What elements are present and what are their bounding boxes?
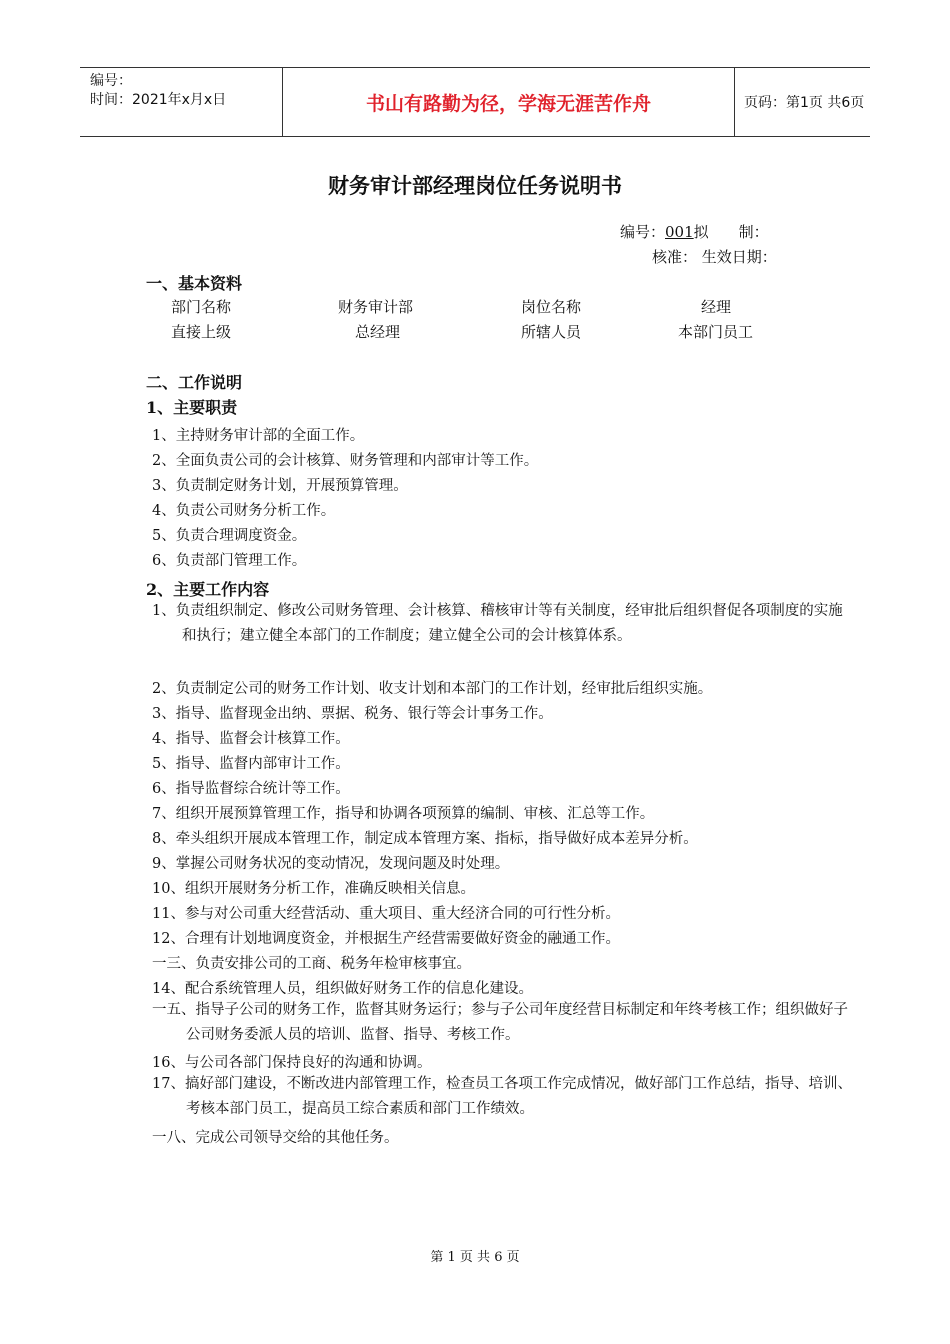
content-item: 一三、负责安排公司的工商、税务年检审核事宜。 <box>152 956 471 972</box>
content-item: 4、指导、监督会计核算工作。 <box>152 731 350 747</box>
duty-item: 5、负责合理调度资金。 <box>152 528 307 544</box>
info-cell: 经理 <box>701 298 732 316</box>
section2-heading: 二、工作说明 <box>146 373 243 392</box>
section1-heading: 一、基本资料 <box>146 274 243 293</box>
info-cell: 财务审计部 <box>338 298 414 316</box>
header-time: 时间：2021年x月x日 <box>90 92 227 108</box>
duty-item: 1、主持财务审计部的全面工作。 <box>152 428 365 444</box>
content-item: 7、组织开展预算管理工作，指导和协调各项预算的编制、审核、汇总等工作。 <box>152 806 655 822</box>
meta-number-label: 编号： <box>620 223 666 241</box>
info-cell: 岗位名称 <box>521 298 582 316</box>
content-item: 3、指导、监督现金出纳、票据、税务、银行等会计事务工作。 <box>152 706 553 722</box>
content-heading: 2、主要工作内容 <box>146 580 270 599</box>
content-item: 1、负责组织制定、修改公司财务管理、会计核算、稽核审计等有关制度，经审批后组织督促各项制度的实施和执行；建立健全本部门的工作制度；建立健全公司的会计核算体系。 <box>152 603 843 644</box>
info-cell: 所辖人员 <box>521 323 582 341</box>
meta-number-value: 001 <box>665 223 694 241</box>
header-page-info: 页码：第1页 共6页 <box>744 95 865 111</box>
duty-item: 4、负责公司财务分析工作。 <box>152 503 336 519</box>
info-cell: 总经理 <box>355 323 401 341</box>
duty-item: 6、负责部门管理工作。 <box>152 553 307 569</box>
content-item: 17、搞好部门建设，不断改进内部管理工作，检查员工各项工作完成情况，做好部门工作总结，指导、培训、考核本部门员工，提高员工综合素质和部门工作绩效。 <box>152 1076 852 1117</box>
page-footer: 第 1 页 共 6 页 <box>430 1250 520 1265</box>
content-item: 2、负责制定公司的财务工作计划、收支计划和本部门的工作计划，经审批后组织实施。 <box>152 681 713 697</box>
content-item: 5、指导、监督内部审计工作。 <box>152 756 350 772</box>
duties-heading: 1、主要职责 <box>146 398 238 417</box>
duty-item: 3、负责制定财务计划，开展预算管理。 <box>152 478 408 494</box>
content-item: 14、配合系统管理人员，组织做好财务工作的信息化建设。 <box>152 981 533 997</box>
info-cell: 部门名称 <box>171 298 232 316</box>
meta-approve <box>652 246 777 267</box>
content-item: 一五、指导子公司的财务工作，监督其财务运行；参与子公司年度经营目标制定和年终考核工作；组织做好子公司财务委派人员的培训、监督、指导、考核工作。 <box>152 1002 848 1043</box>
document-title: 财务审计部经理岗位任务说明书 <box>328 173 622 198</box>
header-motto: 书山有路勤为径，学海无涯苦作舟 <box>282 68 735 136</box>
duty-item: 2、全面负责公司的会计核算、财务管理和内部审计等工作。 <box>152 453 539 469</box>
content-item: 6、指导监督综合统计等工作。 <box>152 781 350 797</box>
content-item: 9、掌握公司财务状况的变动情况，发现问题及时处理。 <box>152 856 510 872</box>
info-cell: 直接上级 <box>171 323 232 341</box>
meta-number <box>620 221 769 242</box>
content-item: 10、组织开展财务分析工作，准确反映相关信息。 <box>152 881 475 897</box>
meta-effective-label: 生效日期： <box>701 248 777 266</box>
meta-draft-label: 拟 制： <box>693 223 769 241</box>
content-item: 一八、完成公司领导交给的其他任务。 <box>152 1130 399 1146</box>
content-item: 16、与公司各部门保持良好的沟通和协调。 <box>152 1055 432 1071</box>
content-item: 12、合理有计划地调度资金，并根据生产经营需要做好资金的融通工作。 <box>152 931 620 947</box>
page-header <box>80 67 870 137</box>
content-item: 11、参与对公司重大经营活动、重大项目、重大经济合同的可行性分析。 <box>152 906 620 922</box>
content-item: 8、牵头组织开展成本管理工作，制定成本管理方案、指标，指导做好成本差异分析。 <box>152 831 698 847</box>
meta-approve-label: 核准： <box>652 248 698 266</box>
header-number: 编号： <box>90 73 132 89</box>
header-left-cell <box>80 68 282 136</box>
info-cell: 本部门员工 <box>678 323 754 341</box>
